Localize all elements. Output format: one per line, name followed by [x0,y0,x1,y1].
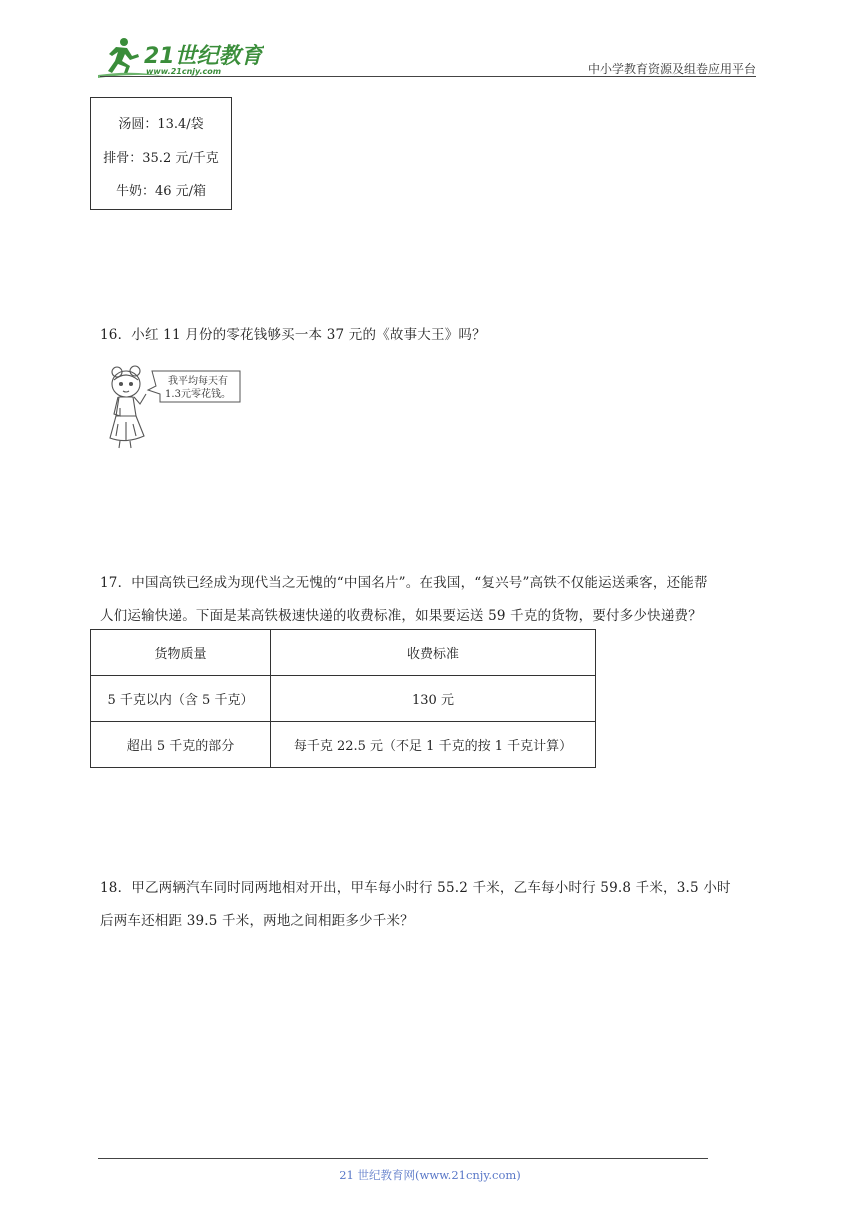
question-16 [100,323,486,343]
question-16-text: 16．小红 11 月份的零花钱够买一本 37 元的《故事大王》吗？ [100,327,486,343]
table-row [91,722,596,768]
girl-illustration [100,364,250,450]
question-17-line: 人们运输快递。下面是某高铁极速快递的收费标准，如果要运送 59 千克的货物，要付多少快递费？ [100,608,702,624]
table-header-row [91,630,596,676]
question-17 [100,571,708,624]
price-item: 排骨：35.2 元/千克 [103,151,219,166]
site-tagline: 中小学教育资源及组卷应用平台 [587,62,756,76]
fee-table [90,629,596,768]
footer-divider [98,1158,708,1159]
table-header-cell: 货物质量 [91,630,271,676]
table-cell: 每千克 22.5 元（不足 1 千克的按 1 千克计算） [271,722,596,768]
table-header-cell: 收费标准 [271,630,596,676]
price-item: 牛奶：46 元/箱 [115,184,207,199]
table-cell: 超出 5 千克的部分 [91,722,271,768]
svg-text:1.3元零花钱。: 1.3元零花钱。 [165,389,231,400]
table-cell: 5 千克以内（含 5 千克） [91,676,271,722]
speech-bubble [148,371,240,402]
question-18-line: 后两车还相距 39.5 千米，两地之间相距多少千米？ [100,913,414,929]
table-row [91,676,596,722]
footer-link[interactable]: 21 世纪教育网(www.21cnjy.com) [339,1168,521,1182]
question-18 [100,876,731,929]
price-item: 汤圆：13.4/袋 [118,117,204,132]
girl-figure [110,366,146,448]
site-logo [94,36,264,78]
header-divider [100,76,756,77]
price-list-box [90,97,232,210]
svg-text:www.21cnjy.com: www.21cnjy.com [146,67,222,76]
table-cell: 130 元 [271,676,596,722]
svg-text:21世纪教育: 21世纪教育 [144,44,263,69]
svg-text:我平均每天有: 我平均每天有 [168,376,228,387]
question-18-line: 18．甲乙两辆汽车同时同两地相对开出，甲车每小时行 55.2 千米，乙车每小时行 59.8 千米，3.5 小时 [100,880,731,896]
question-17-line: 17．中国高铁已经成为现代当之无愧的“中国名片”。在我国，“复兴号”高铁不仅能运送乘客，还能帮 [100,575,708,591]
